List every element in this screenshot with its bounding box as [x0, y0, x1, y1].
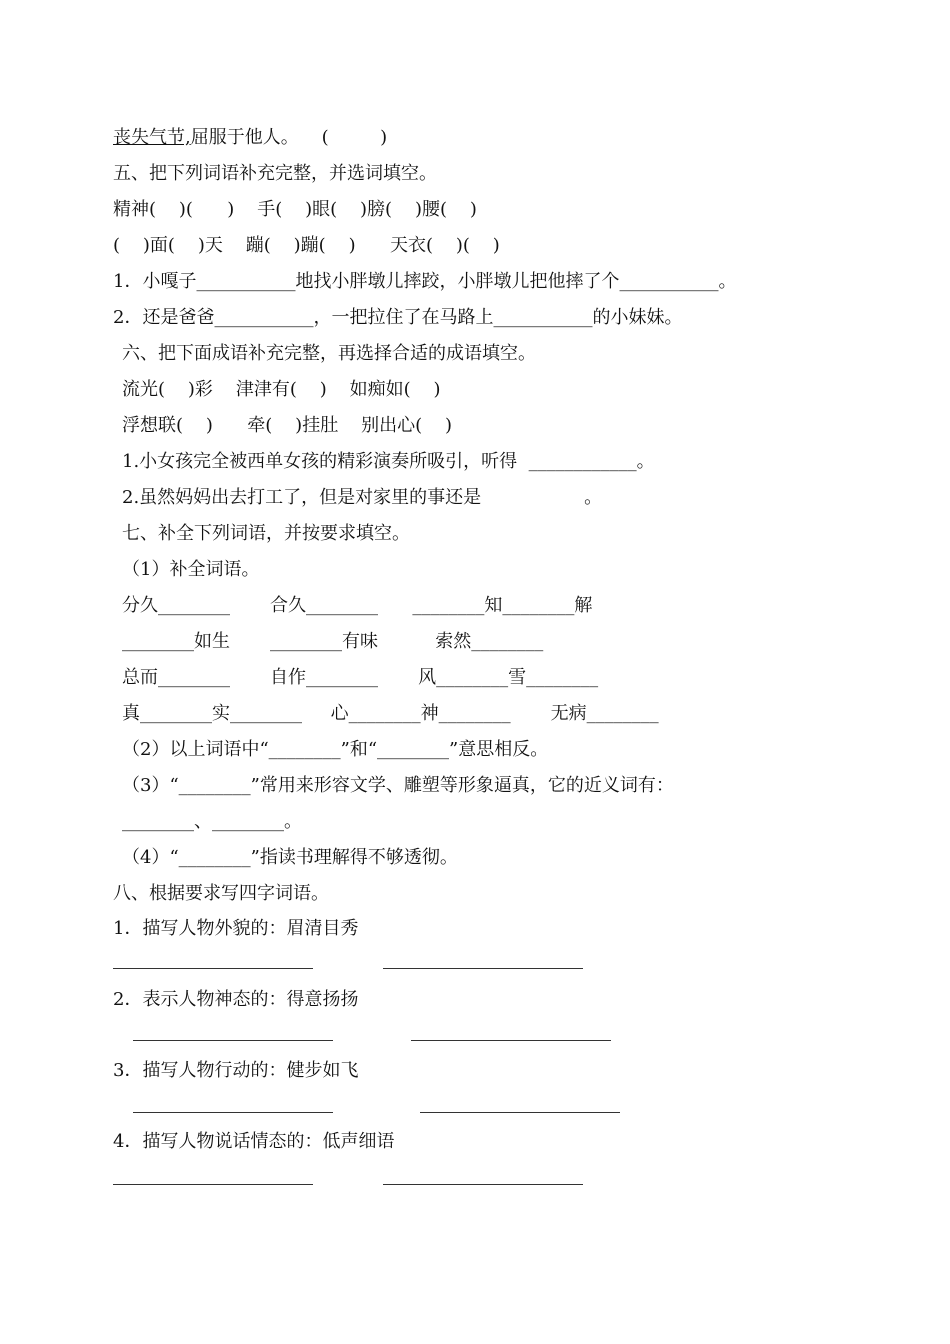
section-7-part-3-continued: ________、________。	[122, 811, 302, 832]
section-6-heading: 六、把下面成语补充完整，再选择合适的成语填空。	[122, 343, 536, 364]
section-8-question-1: 1．描写人物外貌的：眉清目秀	[113, 918, 359, 939]
section-5-words-row-2: ( )面( )天 蹦( )蹦( ) 天衣( )( )	[113, 235, 500, 256]
answer-line	[383, 1184, 583, 1185]
answer-line	[113, 968, 313, 969]
section-7-words-row-1: 分久________ 合久________ ________知________解	[122, 595, 593, 616]
section-5-question-1: 1．小嘎子___________地找小胖墩儿摔跤，小胖墩儿把他摔了个___________。	[113, 271, 737, 292]
section-8-heading: 八、根据要求写四字词语。	[113, 883, 329, 904]
section-5-question-2: 2．还是爸爸___________，一把拉住了在马路上___________的小妹妹。	[113, 307, 683, 328]
section-5-words-row-1: 精神( )( ) 手( )眼( )膀( )腰( )	[113, 199, 477, 220]
section-7-words-row-2: ________如生 ________有味 索然________	[122, 631, 544, 652]
section-7-part-1-label: （1）补全词语。	[122, 559, 260, 580]
section-6-idioms-row-2: 浮想联( ) 牵( )挂肚 别出心( )	[122, 415, 453, 436]
section-8-question-3: 3．描写人物行动的：健步如飞	[113, 1060, 359, 1081]
line-1-rest: 屈服于他人。 ( )	[190, 127, 388, 148]
section-7-part-4: （4）“________”指读书理解得不够透彻。	[122, 847, 458, 868]
section-7-words-row-3: 总而________ 自作________ 风________雪________	[122, 667, 599, 688]
section-7-part-3: （3）“________”常用来形容文学、雕塑等形象逼真，它的近义词有：	[122, 775, 674, 796]
section-8-question-4: 4．描写人物说话情态的：低声细语	[113, 1131, 395, 1152]
section-8-question-2: 2．表示人物神态的：得意扬扬	[113, 989, 359, 1010]
section-6-question-1: 1.小女孩完全被西单女孩的精彩演奏所吸引，听得 ____________。	[122, 451, 655, 472]
section-7-part-2: （2）以上词语中“________”和“________”意思相反。	[122, 739, 549, 760]
section-7-heading: 七、补全下列词语，并按要求填空。	[122, 523, 410, 544]
section-6-question-2: 2.虽然妈妈出去打工了，但是对家里的事还是 。	[122, 487, 603, 508]
answer-line	[383, 968, 583, 969]
section-6-idioms-row-1: 流光( )彩 津津有( ) 如痴如( )	[122, 379, 441, 400]
answer-line	[133, 1112, 333, 1113]
underlined-phrase: 丧失气节,	[113, 127, 191, 148]
section-7-words-row-4: 真________实________ 心________神________ 无病________	[122, 703, 659, 724]
answer-line	[113, 1184, 313, 1185]
answer-line	[133, 1040, 333, 1041]
answer-line	[420, 1112, 620, 1113]
answer-line	[411, 1040, 611, 1041]
line-1	[113, 127, 387, 149]
section-5-heading: 五、把下列词语补充完整，并选词填空。	[113, 163, 437, 184]
